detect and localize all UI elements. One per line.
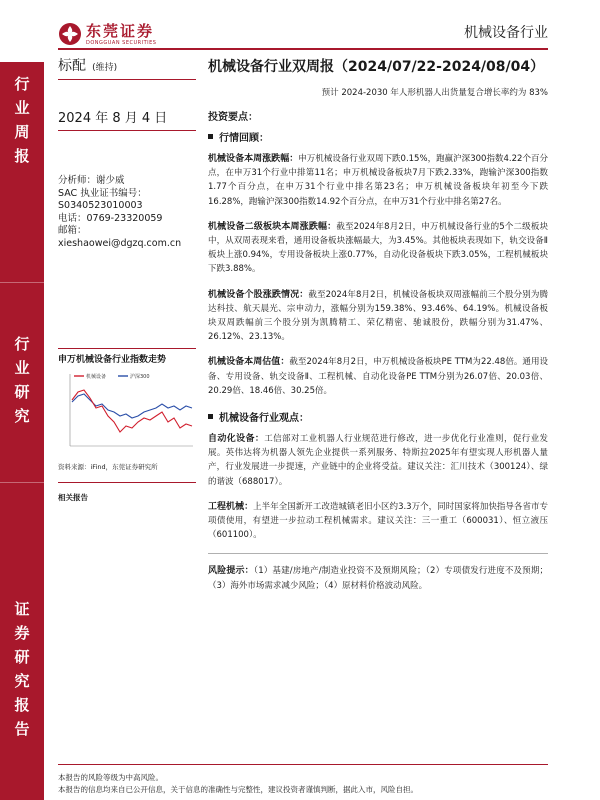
investment-points-heading: 投资要点： <box>208 112 258 123</box>
related-reports-heading: 相关报告 <box>58 493 88 502</box>
analyst-cert-label: SAC 执业证书编号： <box>58 187 147 199</box>
sidebar-label-weekly-report: 行 业 周 报 <box>14 75 30 165</box>
chart-source: 资料来源：iFind，东莞证券研究所 <box>58 463 158 471</box>
analyst-name: 分析师：谢少威 <box>58 175 125 186</box>
paragraph-construction-machinery: 工程机械：上半年全国新开工改造城镇老旧小区约3.3万个，同时国家将加快指导各省市专项债使用，有望进一步拉动工程机械需求。建议关注：三一重工（600031）、恒立液压（601100）。 <box>208 501 548 541</box>
sidebar-label-industry-research: 行 业 研 究 <box>14 335 30 425</box>
report-date: 2024 年 8 月 4 日 <box>58 111 168 126</box>
footer-info-source: 本报告的信息均来自已公开信息，关于信息的准确性与完整性，建议投资者谨慎判断，据此入市，风险自担。 <box>58 785 418 794</box>
rating-sub: (维持) <box>92 63 118 73</box>
logo-en-text: DONGGUAN SECURITIES <box>86 39 157 46</box>
index-trend-chart <box>58 366 198 456</box>
paragraph-stock-moves: 机械设备个股涨跌情况：截至2024年8月2日，机械设备板块双周涨幅前三个股分别为腾达科技、航天晨光、宗申动力，涨幅分别为159.38%、93.46%、64.19%。机械设备板块双周跌幅前三个股分别为凯腾精工、荣亿精密、驰诚股份，跌幅分别为31.47%、26.12%、23.13%。 <box>208 289 548 343</box>
logo-cn-text: 东莞证券 <box>86 21 155 40</box>
analyst-phone: 电话：0769-23320059 <box>58 212 163 224</box>
rating-rule <box>58 79 196 80</box>
sidebar-divider <box>0 482 44 483</box>
report-title: 机械设备行业双周报（2024/07/22-2024/08/04） <box>208 59 545 75</box>
logo-flower-icon <box>58 22 82 46</box>
paragraph-subsector-change: 机械设备二级板块本周涨跌幅：截至2024年8月2日，申万机械设备行业的5个二级板块中，从双周表现来看，通用设备板块涨幅最大，为3.45%。其他板块表现如下，轨交设备Ⅱ板块上涨0.94%，专用设备板块上涨0.77%，自动化设备板块下跌3.05%，工程机械板块下跌3.88%。 <box>208 221 548 275</box>
analyst-email[interactable]: xieshaowei@dgzq.com.cn <box>58 237 182 249</box>
main-content <box>208 108 548 604</box>
analyst-cert-no: S0340523010003 <box>58 200 143 211</box>
sidebar-divider <box>0 282 44 283</box>
report-subtitle: 预计 2024-2030 年人形机器人出货量复合增长率约为 83% <box>321 88 548 98</box>
legend-label-machinery: 机械设备 <box>86 374 107 380</box>
sidebar-label-securities-report: 证 券 研 究 报 告 <box>14 600 30 738</box>
square-bullet-icon <box>208 414 213 419</box>
footer-rule <box>58 764 548 765</box>
risk-divider <box>208 553 548 554</box>
header-rule <box>58 48 548 50</box>
paragraph-automation: 自动化设备：工信部对工业机器人行业规范进行修改，进一步优化行业准则，促行业发展。英伟达将为机器人领先企业提供一系列服务、特斯拉2025年有望实现人形机器人量产，行业发展进一步提速，产业链中的企业将受益。建议关注：汇川技术（300124）、绿的谐波（688017）。 <box>208 434 548 487</box>
machinery-index-line <box>72 390 192 432</box>
market-review-heading: 行情回顾： <box>208 129 548 144</box>
date-rule <box>58 130 196 131</box>
industry-name: 机械设备行业 <box>464 25 548 41</box>
rating <box>58 55 198 75</box>
legend-label-hs300: 沪深300 <box>130 374 150 380</box>
square-bullet-icon <box>208 134 213 139</box>
industry-view-heading: 机械设备行业观点： <box>208 409 548 424</box>
paragraph-valuation: 机械设备本周估值：截至2024年8月2日，申万机械设备板块PE TTM为22.48倍。通用设备、专用设备、轨交设备Ⅱ、工程机械、自动化设备PE TTM分别为26.07倍、20.03倍、20.29倍、18.46倍、30.25倍。 <box>208 357 548 396</box>
paragraph-weekly-change: 机械设备本周涨跌幅：申万机械设备行业双周下跌0.15%，跑赢沪深300指数4.22个百分点，在申万31个行业中排第11名；申万机械设备板块7月下跌2.33%，跑输沪深300指数1.77个百分点，在申万31个行业中排名第23名；申万机械设备板块年初至今下跌16.28%，跑输沪深300指数14.92个百分点，在申万31个行业中排名第27名。 <box>208 154 548 207</box>
chart-top-rule <box>58 348 196 349</box>
rating-main: 标配 <box>58 58 86 74</box>
footer-disclaimer <box>58 772 548 796</box>
analyst-info <box>58 175 198 250</box>
footer-risk-level: 本报告的风险等级为中高风险。 <box>58 773 163 782</box>
sidebar-band <box>0 62 44 800</box>
analyst-email-label: 邮箱： <box>58 225 87 236</box>
chart-bottom-rule <box>58 482 196 483</box>
paragraph-risk: 风险提示：（1）基建/房地产/制造业投资不及预期风险；（2）专项债发行进度不及预期；（3）海外市场需求减少风险；（4）原材料价格波动风险。 <box>208 566 548 591</box>
chart-title: 申万机械设备行业指数走势 <box>58 355 167 365</box>
